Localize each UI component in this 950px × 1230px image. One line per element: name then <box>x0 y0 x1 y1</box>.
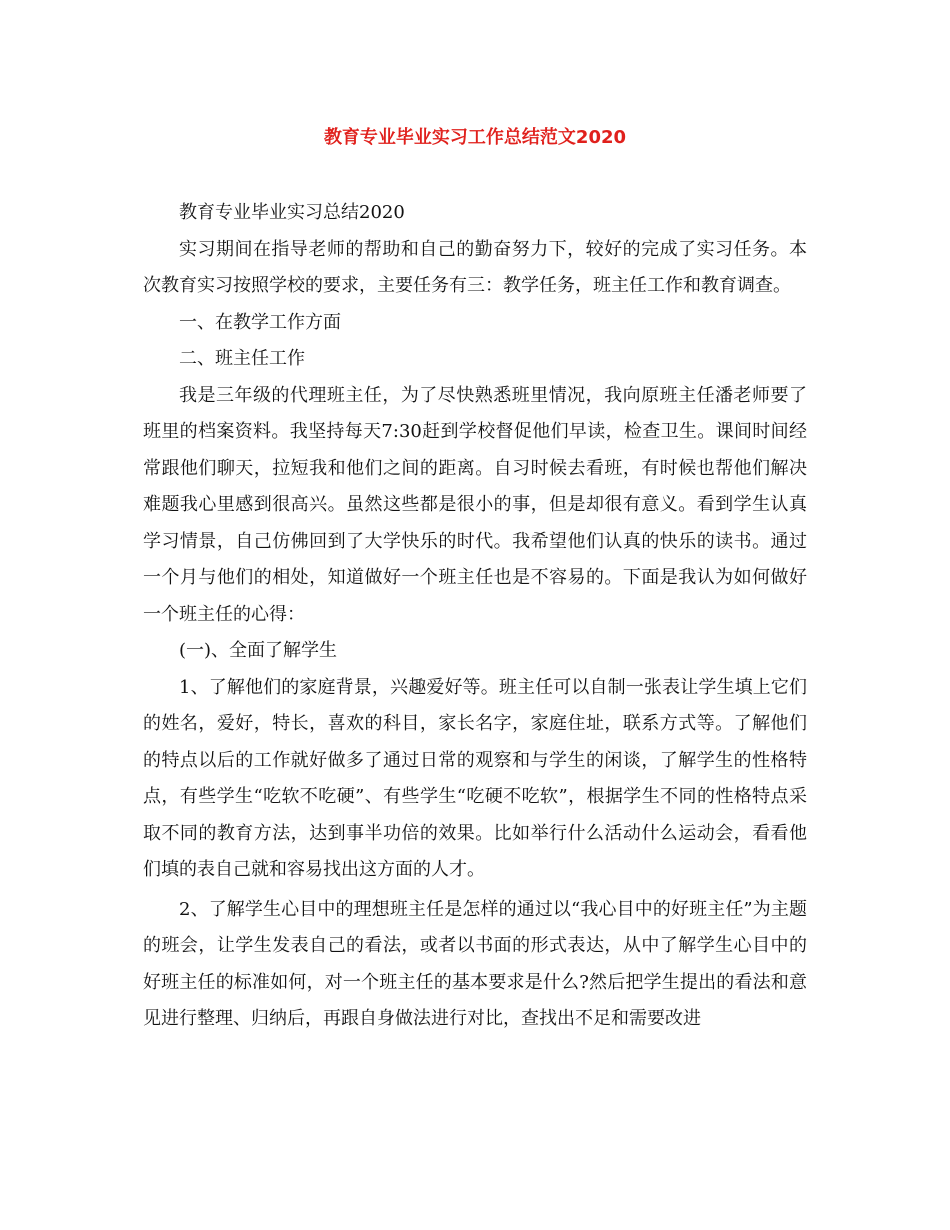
paragraph-class-teacher-work: 我是三年级的代理班主任，为了尽快熟悉班里情况，我向原班主任潘老师要了班里的档案资料。我坚持每天7:30赶到学校督促他们早读，检查卫生。课间时间经常跟他们聊天，拉短我和他们之间的距离。自习时候去看班，有时候也帮他们解决难题我心里感到很高兴。虽然这些都是很小的事，但是却很有意义。看到学生认真学习情景，自己仿佛回到了大学快乐的时代。我希望他们认真的快乐的读书。通过一个月与他们的相处，知道做好一个班主任也是不容易的。下面是我认为如何做好一个班主任的心得： <box>143 384 807 625</box>
section-heading-teaching: 一、在教学工作方面 <box>179 311 341 333</box>
section-heading-class-teacher: 二、班主任工作 <box>179 348 305 369</box>
paragraph-intro: 实习期间在指导老师的帮助和自己的勤奋努力下，较好的完成了实习任务。本次教育实习按照学校的要求，主要任务有三：教学任务，班主任工作和教育调查。 <box>143 238 807 296</box>
document-body <box>143 195 807 1038</box>
paragraph-point-1: 1、了解他们的家庭背景，兴趣爱好等。班主任可以自制一张表让学生填上它们的姓名，爱好，特长，喜欢的科目，家长名字，家庭住址，联系方式等。了解他们的特点以后的工作就好做多了通过日常的观察和与学生的闲谈，了解学生的性格特点，有些学生“吃软不吃硬”、有些学生“吃硬不吃软”，根据学生不同的性格特点采取不同的教育方法，达到事半功倍的效果。比如举行什么活动什么运动会，看看他们填的表自己就和容易找出这方面的人才。 <box>143 676 807 880</box>
paragraph-point-2: 2、了解学生心目中的理想班主任是怎样的通过以“我心目中的好班主任”为主题的班会，让学生发表自己的看法，或者以书面的形式表达，从中了解学生心目中的好班主任的标准如何，对一个班主任的基本要求是什么?然后把学生提出的看法和意见进行整理、归纳后，再跟自身做法进行对比，查找出不足和需要改进 <box>143 898 807 1029</box>
paragraph-subtitle: 教育专业毕业实习总结2020 <box>179 202 405 223</box>
document-title: 教育专业毕业实习工作总结范文2020 <box>323 127 627 148</box>
subsection-heading-understand-students: (一)、全面了解学生 <box>179 640 338 661</box>
